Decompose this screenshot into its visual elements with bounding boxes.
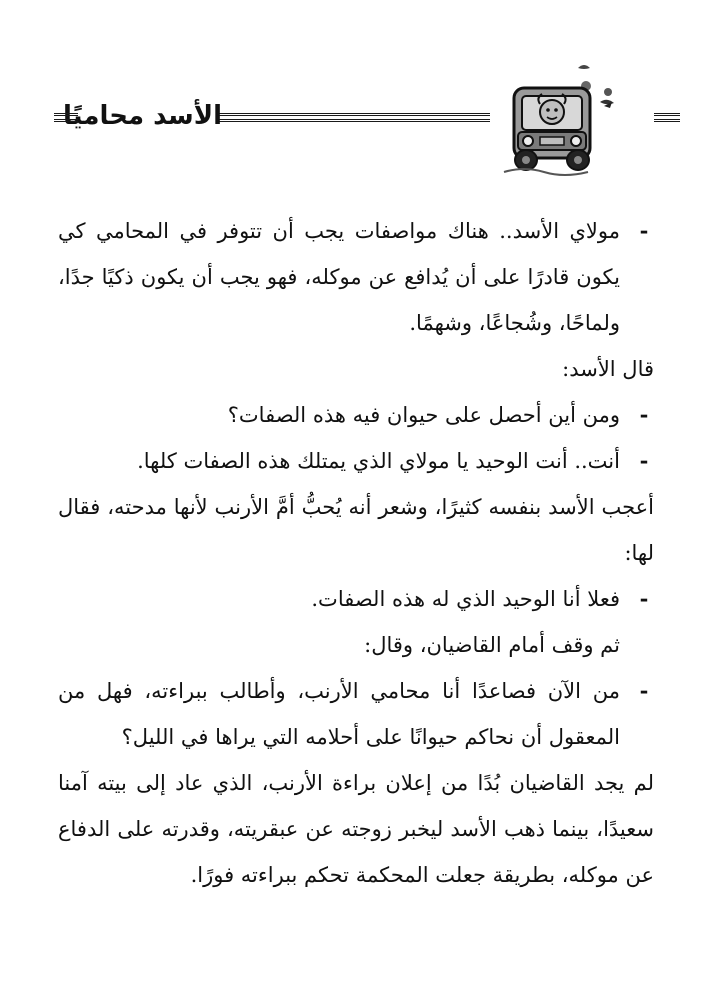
dialogue-paragraph — [58, 392, 654, 438]
paragraph-text: فعلا أنا الوحيد الذي له هذه الصفات. — [311, 587, 620, 611]
paragraph-text: أعجب الأسد بنفسه كثيرًا، وشعر أنه يُحبُّ أمَّ الأرنب لأنها مدحته، فقال لها: — [58, 495, 654, 565]
paragraph-text: أنت.. أنت الوحيد يا مولاي الذي يمتلك هذه الصفات كلها. — [137, 449, 620, 473]
narration-paragraph — [58, 622, 654, 668]
header-rule-right — [654, 113, 680, 122]
chapter-title: الأسد محاميًا — [63, 101, 222, 131]
bullet-dash: - — [639, 448, 649, 473]
bullet-dash: - — [639, 586, 649, 611]
bullet-dash: - — [639, 678, 649, 703]
dialogue-paragraph — [58, 438, 654, 484]
paragraph-text: من الآن فصاعدًا أنا محامي الأرنب، وأطالب ببراءته، فهل من المعقول أن نحاكم حيوانًا على أحلامه التي يراها في الليل؟ — [58, 679, 620, 749]
bullet-dash: - — [639, 402, 649, 427]
dialogue-paragraph — [58, 668, 654, 760]
paragraph-text: قال الأسد: — [562, 357, 654, 381]
dialogue-paragraph — [58, 576, 654, 622]
bullet-dash: - — [639, 218, 649, 243]
story-text — [58, 208, 654, 898]
dialogue-paragraph — [58, 208, 654, 346]
header-rule-left — [54, 113, 78, 122]
paragraph-text: ثم وقف أمام القاضيان، وقال: — [364, 633, 620, 657]
car-with-lion-illustration-icon — [500, 62, 640, 180]
narration-paragraph — [58, 346, 654, 392]
header-rule-middle — [218, 113, 490, 122]
paragraph-text: لم يجد القاضيان بُدًا من إعلان براءة الأرنب، الذي عاد إلى بيته آمنا سعيدًا، بينما ذهب الأسد ليخبر زوجته عن عبقريته، وقدرته على الدفاع عن موكله، بطريقة جعلت المحكمة تحكم ببراءته فورًا. — [58, 771, 654, 887]
narration-paragraph — [58, 760, 654, 898]
paragraph-text: مولاي الأسد.. هناك مواصفات يجب أن تتوفر في المحامي كي يكون قادرًا على أن يُدافع عن موكله، فهو يجب أن يكون ذكيًا جدًا، ولماحًا، وشُجاعًا، وشهمًا. — [58, 219, 620, 335]
paragraph-text: ومن أين أحصل على حيوان فيه هذه الصفات؟ — [227, 403, 620, 427]
chapter-header — [40, 62, 680, 182]
narration-paragraph — [58, 484, 654, 576]
